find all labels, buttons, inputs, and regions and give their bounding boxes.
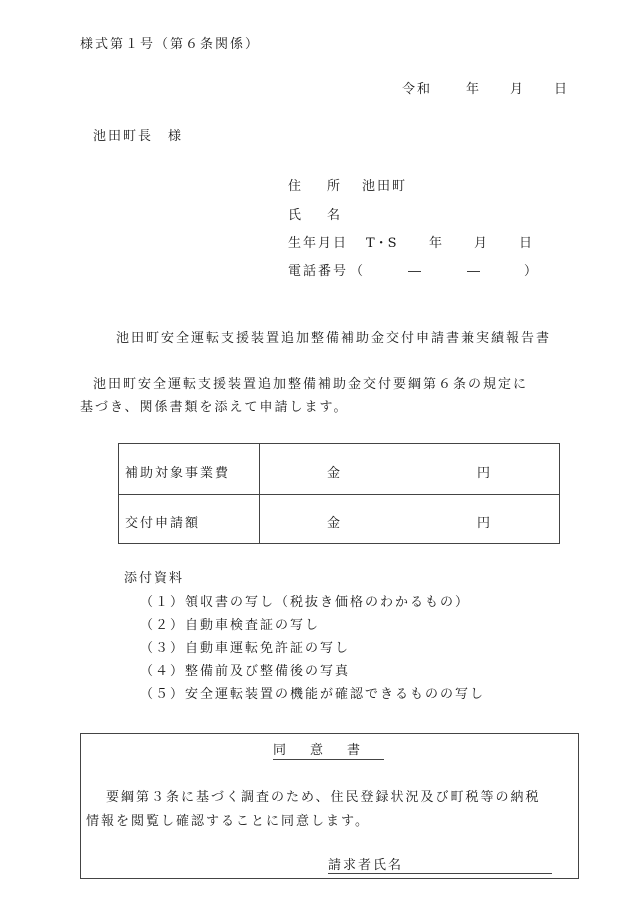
phone-dash-1: ― <box>408 264 421 279</box>
consent-box <box>80 733 579 879</box>
attachment-item: （１）領収書の写し（税抜き価格のわかるもの） <box>140 595 471 610</box>
date-month: 月 <box>510 82 524 97</box>
attachment-item: （５）安全運転装置の機能が確認できるものの写し <box>140 687 486 702</box>
row-label: 交付申請額 <box>125 516 201 531</box>
attachment-item: （３）自動車運転免許証の写し <box>140 641 351 656</box>
table-row <box>119 444 559 495</box>
signature-label: 請求者氏名 <box>328 858 404 873</box>
phone-dash-2: ― <box>467 264 480 279</box>
signature-line[interactable] <box>328 873 552 874</box>
form-number: 様式第１号（第６条関係） <box>80 37 261 52</box>
address-value: 池田町 <box>362 179 408 194</box>
body-line-2: 基づき、関係書類を添えて申請します。 <box>80 400 349 415</box>
document-title: 池田町安全運転支援装置追加整備補助金交付申請書兼実績報告書 <box>116 331 552 346</box>
row-prefix: 金 <box>327 516 341 531</box>
row-prefix: 金 <box>327 466 341 481</box>
date-year: 年 <box>466 82 480 97</box>
birth-day: 日 <box>519 236 533 251</box>
consent-title: 同意書 <box>273 743 385 758</box>
attachment-item: （４）整備前及び整備後の写真 <box>140 664 351 679</box>
row-unit: 円 <box>477 466 491 481</box>
address-label: 住 所 <box>288 179 341 194</box>
consent-text-line-2: 情報を閲覧し確認することに同意します。 <box>86 814 370 829</box>
phone-open: （ <box>350 264 364 279</box>
birth-era: T・S <box>366 236 397 251</box>
birth-month: 月 <box>474 236 488 251</box>
date-era: 令和 <box>402 82 433 97</box>
attachment-item: （２）自動車検査証の写し <box>140 618 321 633</box>
date-day: 日 <box>554 82 568 97</box>
row-unit: 円 <box>477 516 491 531</box>
body-line-1: 池田町安全運転支援装置追加整備補助金交付要綱第６条の規定に <box>93 377 529 392</box>
name-label: 氏 名 <box>288 208 341 223</box>
addressee: 池田町長 様 <box>93 129 184 144</box>
phone-close: ） <box>524 264 538 279</box>
attachments-heading: 添付資料 <box>124 571 185 586</box>
table-row <box>119 494 559 544</box>
birth-year: 年 <box>429 236 443 251</box>
row-label: 補助対象事業費 <box>125 466 231 481</box>
phone-label: 電話番号 <box>288 264 349 279</box>
subsidy-table <box>118 443 560 544</box>
consent-text-line-1: 要綱第３条に基づく調査のため、住民登録状況及び町税等の納税 <box>106 790 541 805</box>
birth-label: 生年月日 <box>288 236 349 251</box>
